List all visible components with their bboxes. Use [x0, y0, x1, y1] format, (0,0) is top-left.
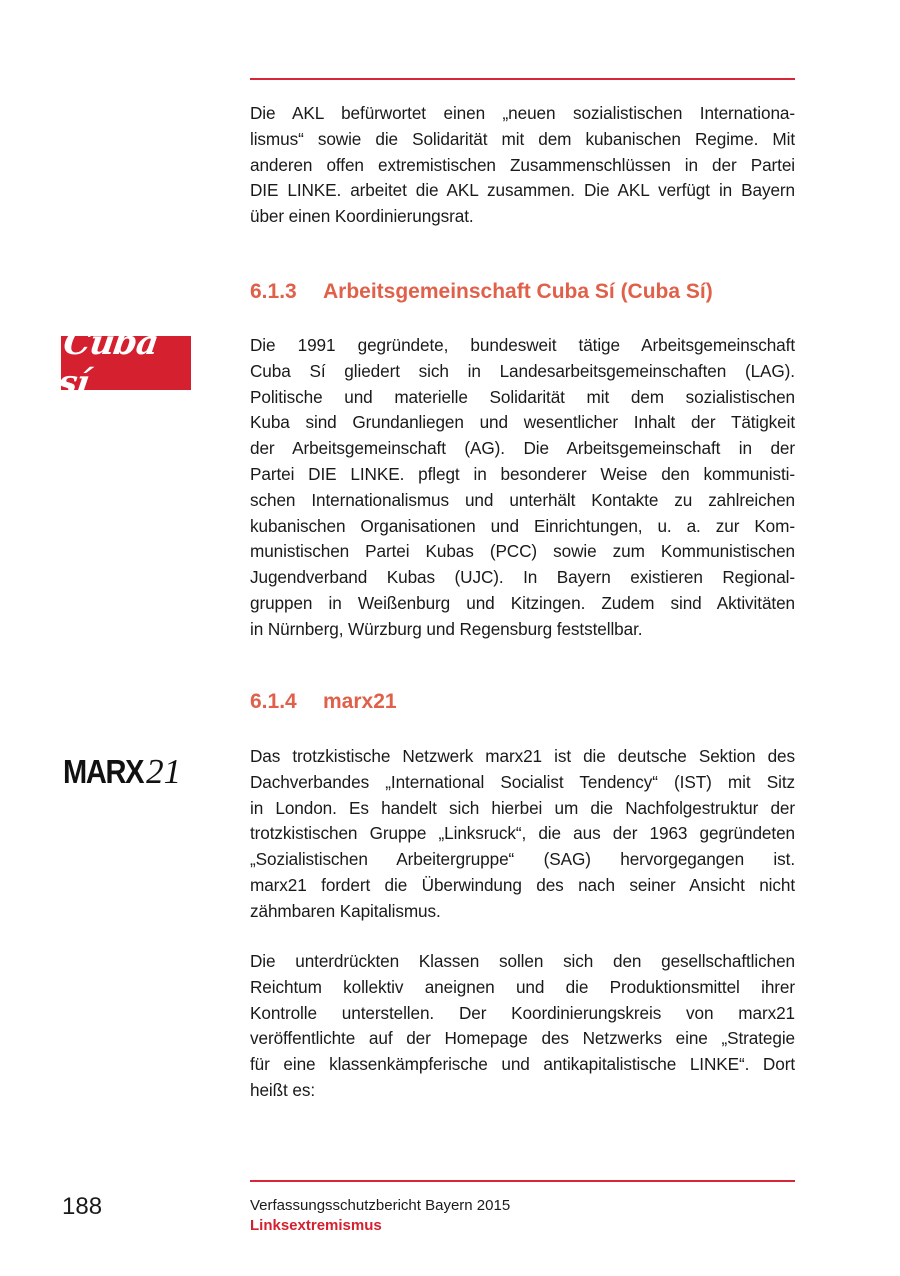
footer-divider [250, 1180, 795, 1182]
text-line: zähmbaren Kapitalismus. [250, 900, 441, 921]
text-line: Das trotzkistische Netzwerk marx21 ist die deutsche Sektion des [250, 746, 795, 766]
text-line: veröffentlichte auf der Homepage des Netzwerks eine „Strategie [250, 1028, 795, 1049]
footer-publication-title: Verfassungsschutzbericht Bayern 2015 [250, 1197, 511, 1214]
text-line: „Sozialistischen Arbeitergruppe“ (SAG) hervorgegangen ist. [250, 849, 795, 870]
text-line: in London. Es handelt sich hierbei um die Nachfolgestruktur der [250, 797, 795, 818]
cuba-si-logo [55, 323, 191, 403]
text-line: munistischen Partei Kubas (PCC) sowie zum Kommunistischen [250, 541, 795, 562]
text-line: trotzkistischen Gruppe „Linksruck“, die aus der 1963 gegründeten [250, 823, 795, 844]
text-line: Partei DIE LINKE. pflegt in besonderer Weise den kommunisti- [250, 463, 795, 484]
cuba-si-logo-text: Cuba sí [55, 323, 161, 403]
section-number: 6.1.3 [250, 280, 297, 303]
text-line: in Nürnberg, Würzburg und Regensburg feststellbar. [250, 618, 643, 639]
marx21-logo-number: 21 [146, 752, 182, 791]
text-line: kubanischen Organisationen und Einrichtungen, u. a. zur Kom- [250, 515, 795, 536]
section-heading-cuba-si [250, 280, 713, 304]
text-line: Reichtum kollektiv aneignen und die Produktionsmittel ihrer [250, 976, 795, 997]
text-line: der Arbeitsgemeinschaft (AG). Die Arbeitsgemeinschaft in der [250, 438, 795, 459]
text-line: Kuba sind Grundanliegen und wesentlicher Inhalt der Tätigkeit [250, 412, 795, 433]
marx21-paragraph-1 [250, 744, 795, 925]
section-title: Arbeitsgemeinschaft Cuba Sí (Cuba Sí) [323, 280, 713, 303]
text-line: Die AKL befürwortet einen „neuen sozialistischen Internationa- [250, 103, 795, 123]
text-line: lismus“ sowie die Solidarität mit dem kubanischen Regime. Mit [250, 128, 795, 149]
text-line: Kontrolle unterstellen. Der Koordinierungskreis von marx21 [250, 1002, 795, 1023]
text-line: heißt es: [250, 1079, 316, 1100]
text-line: gruppen in Weißenburg und Kitzingen. Zudem sind Aktivitäten [250, 592, 795, 613]
marx21-paragraph-2 [250, 949, 795, 1104]
text-line: über einen Koordinierungsrat. [250, 206, 474, 227]
section-heading-marx21 [250, 690, 397, 714]
text-line: Die 1991 gegründete, bundesweit tätige Arbeitsgemeinschaft [250, 335, 795, 355]
text-line: Dachverbandes „International Socialist Tendency“ (IST) mit Sitz [250, 771, 795, 792]
text-line: marx21 fordert die Überwindung des nach seiner Ansicht nicht [250, 874, 795, 895]
text-line: Politische und materielle Solidarität mit dem sozialistischen [250, 386, 795, 407]
top-divider [250, 78, 795, 80]
footer-section-label: Linksextremismus [250, 1217, 382, 1234]
text-line: anderen offen extremistischen Zusammenschlüssen in der Partei [250, 154, 795, 175]
text-line: Cuba Sí gliedert sich in Landesarbeitsgemeinschaften (LAG). [250, 360, 795, 381]
intro-paragraph [250, 101, 795, 230]
text-line: schen Internationalismus und unterhält Kontakte zu zahlreichen [250, 489, 795, 510]
marx21-logo-word: MARX [63, 753, 144, 790]
text-line: DIE LINKE. arbeitet die AKL zusammen. Die AKL verfügt in Bayern [250, 180, 795, 201]
section-title: marx21 [323, 690, 397, 713]
section-number: 6.1.4 [250, 690, 297, 713]
text-line: Die unterdrückten Klassen sollen sich den gesellschaftlichen [250, 951, 795, 971]
page-number: 188 [62, 1193, 103, 1220]
marx21-logo [63, 752, 181, 792]
text-line: für eine klassenkämpferische und antikapitalistische LINKE“. Dort [250, 1054, 795, 1075]
text-line: Jugendverband Kubas (UJC). In Bayern existieren Regional- [250, 567, 795, 588]
cuba-si-paragraph [250, 333, 795, 643]
